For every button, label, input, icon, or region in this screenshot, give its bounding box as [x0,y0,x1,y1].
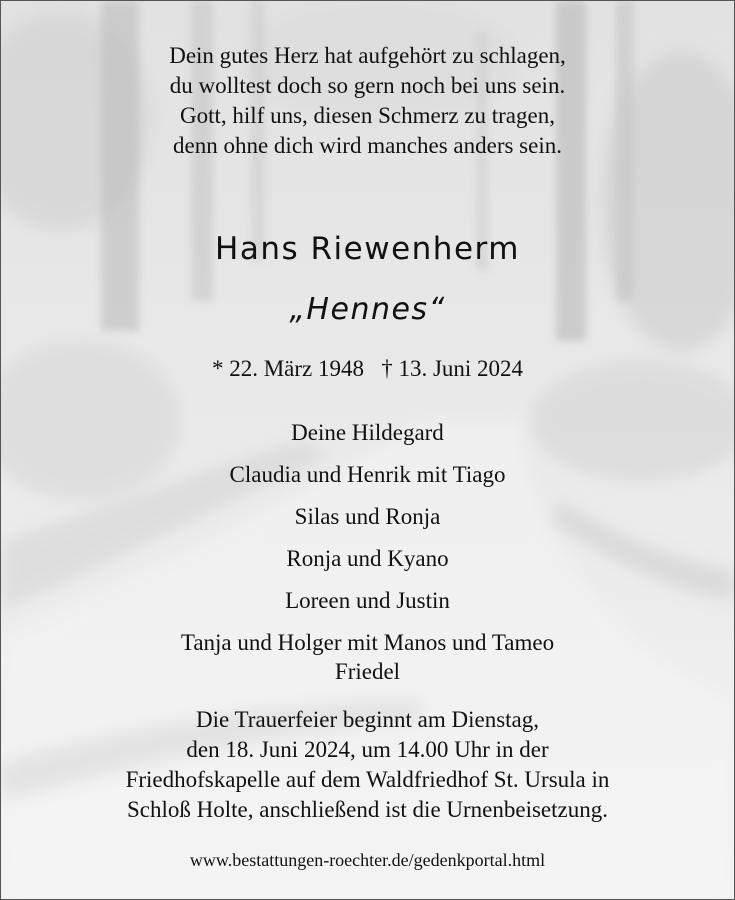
funeral-line: Schloß Holte, anschließend ist die Urnenbeisetzung. [127,797,608,822]
memorial-verse [1,41,734,161]
birth-death-dates: * 22. März 1948 † 13. Juni 2024 [211,356,524,381]
mourner-entry: Loreen und Justin [285,588,450,613]
mourner-entry: Silas und Ronja [294,504,441,529]
verse-line: Gott, hilf uns, diesen Schmerz zu tragen, [180,103,555,128]
memorial-portal-link[interactable]: www.bestattungen-roechter.de/gedenkportal.html [189,850,546,870]
mourner-entry: Deine Hildegard [291,420,444,445]
funeral-notice [1,705,734,825]
mourner-entry: Ronja und Kyano [286,546,449,571]
mourner-entry: Friedel [334,659,401,684]
mourner-entry: Claudia und Henrik mit Tiago [229,462,506,487]
verse-line: denn ohne dich wird manches anders sein. [173,133,562,158]
mourner-entry: Tanja und Holger mit Manos und Tameo [180,630,555,655]
verse-line: Dein gutes Herz hat aufgehört zu schlagen, [169,43,566,68]
mourners-list [1,417,734,698]
funeral-line: den 18. Juni 2024, um 14.00 Uhr in der [186,737,549,762]
funeral-line: Friedhofskapelle auf dem Waldfriedhof St. Ursula in [125,767,610,792]
funeral-line: Die Trauerfeier beginnt am Dienstag, [196,707,539,732]
deceased-nickname: „Hennes“ [289,292,446,327]
verse-line: du wolltest doch so gern noch bei uns sein. [169,73,566,98]
deceased-name: Hans Riewenherm [215,231,520,267]
